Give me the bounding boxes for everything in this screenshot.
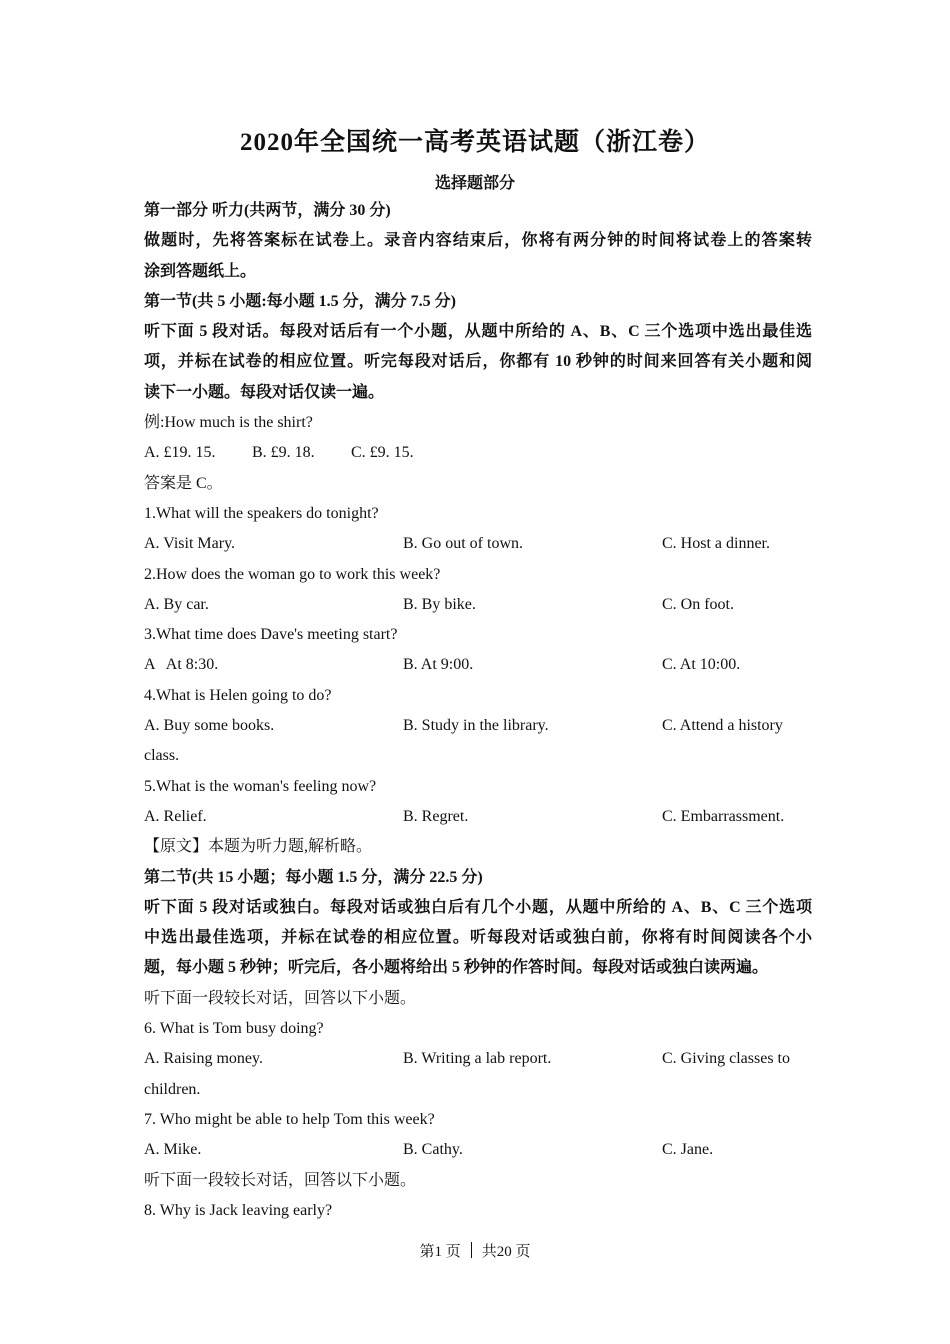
option-a: A. Raising money. — [144, 1050, 263, 1068]
option-b: B. Go out of town. — [403, 535, 523, 553]
option-a: A. By car. — [144, 595, 209, 613]
question-4: 4.What is Helen going to do? — [144, 686, 332, 704]
section2-instruction-line: 题，每小题 5 秒钟；听完后，各小题将给出 5 秒钟的作答时间。每段对话或独白读两遍。 — [144, 959, 769, 977]
section-subtitle: 选择题部分 — [434, 175, 515, 192]
option-b: B. Study in the library. — [403, 717, 549, 735]
option-b: B. At 9:00. — [403, 656, 474, 674]
section1-instruction-line: 项，并标在试卷的相应位置。听完每段对话后，你都有 10 秒钟的时间来回答有关小题和阅 — [144, 353, 812, 371]
question-6: 6. What is Tom busy doing? — [144, 1020, 324, 1038]
option-a: A. Visit Mary. — [144, 535, 236, 553]
question-2: 2.How does the woman go to work this week? — [144, 565, 441, 583]
question-5-options — [144, 802, 812, 832]
option-b: B. Cathy. — [403, 1141, 463, 1159]
option-c: C. Jane. — [662, 1141, 714, 1159]
question-7-options — [144, 1135, 812, 1165]
page-footer — [0, 1240, 950, 1261]
question-4-options — [144, 711, 812, 741]
example-options — [144, 438, 812, 468]
option-c: C. Host a dinner. — [662, 535, 770, 553]
option-b: B. Regret. — [403, 807, 469, 825]
option-b: B. Writing a lab report. — [403, 1050, 552, 1068]
part1-heading: 第一部分 听力(共两节，满分 30 分) — [144, 202, 391, 219]
question-2-options — [144, 590, 812, 620]
question-8: 8. Why is Jack leaving early? — [144, 1201, 333, 1219]
section1-instruction-line: 读下一小题。每段对话仅读一遍。 — [144, 383, 385, 401]
section2-heading: 第二节(共 15 小题；每小题 1.5 分，满分 22.5 分) — [144, 868, 483, 886]
question-3-options — [144, 650, 812, 680]
exam-content — [144, 196, 812, 1226]
option-a: A. Relief. — [144, 807, 207, 825]
option-a: A At 8:30. — [144, 656, 219, 674]
section1-heading: 第一节(共 5 小题:每小题 1.5 分，满分 7.5 分) — [144, 292, 456, 310]
question-7: 7. Who might be able to help Tom this week? — [144, 1110, 435, 1128]
section2-instruction-line: 听下面 5 段对话或独白。每段对话或独白后有几个小题，从题中所给的 A、B、C 三个选项 — [144, 898, 812, 916]
option-a: A. Buy some books. — [144, 717, 275, 735]
question-5: 5.What is the woman's feeling now? — [144, 777, 377, 795]
option-b: B. By bike. — [403, 595, 476, 613]
option-c-continuation: children. — [144, 1080, 201, 1098]
option-c: C. Embarrassment. — [662, 807, 785, 825]
question-6-options — [144, 1044, 812, 1074]
question-3: 3.What time does Dave's meeting start? — [144, 626, 398, 644]
option-a: A. Mike. — [144, 1141, 202, 1159]
original-note: 【原文】本题为听力题,解析略。 — [144, 838, 373, 856]
example-option-c: C. £9. 15. — [351, 444, 414, 462]
example-option-b: B. £9. 18. — [252, 444, 315, 462]
example-question: 例:How much is the shirt? — [144, 414, 313, 432]
option-c: C. Giving classes to — [662, 1050, 790, 1068]
part1-instruction-line: 做题时，先将答案标在试卷上。录音内容结束后，你将有两分钟的时间将试卷上的答案转 — [144, 232, 812, 250]
page-number: 第1 页 — [419, 1244, 461, 1260]
section2-instruction-line: 中选出最佳选项，并标在试卷的相应位置。听每段对话或独白前，你将有时间阅读各个小 — [144, 929, 812, 947]
example-answer: 答案是 C。 — [144, 474, 223, 492]
option-c: C. Attend a history — [662, 717, 783, 735]
page-total: 共20 页 — [481, 1244, 531, 1260]
section1-instruction-line: 听下面 5 段对话。每段对话后有一个小题，从题中所给的 A、B、C 三个选项中选出最佳选 — [144, 323, 812, 341]
page-title: 2020年全国统一高考英语试题（浙江卷） — [239, 129, 710, 156]
listen-prompt: 听下面一段较长对话，回答以下小题。 — [144, 989, 417, 1007]
footer-divider — [471, 1242, 472, 1258]
listen-prompt: 听下面一段较长对话，回答以下小题。 — [144, 1171, 417, 1189]
part1-instruction-line: 涂到答题纸上。 — [144, 262, 257, 280]
question-1: 1.What will the speakers do tonight? — [144, 504, 379, 522]
example-option-a: A. £19. 15. — [144, 444, 216, 462]
option-c-continuation: class. — [144, 747, 180, 765]
option-c: C. On foot. — [662, 595, 734, 613]
question-1-options — [144, 529, 812, 559]
option-c: C. At 10:00. — [662, 656, 741, 674]
